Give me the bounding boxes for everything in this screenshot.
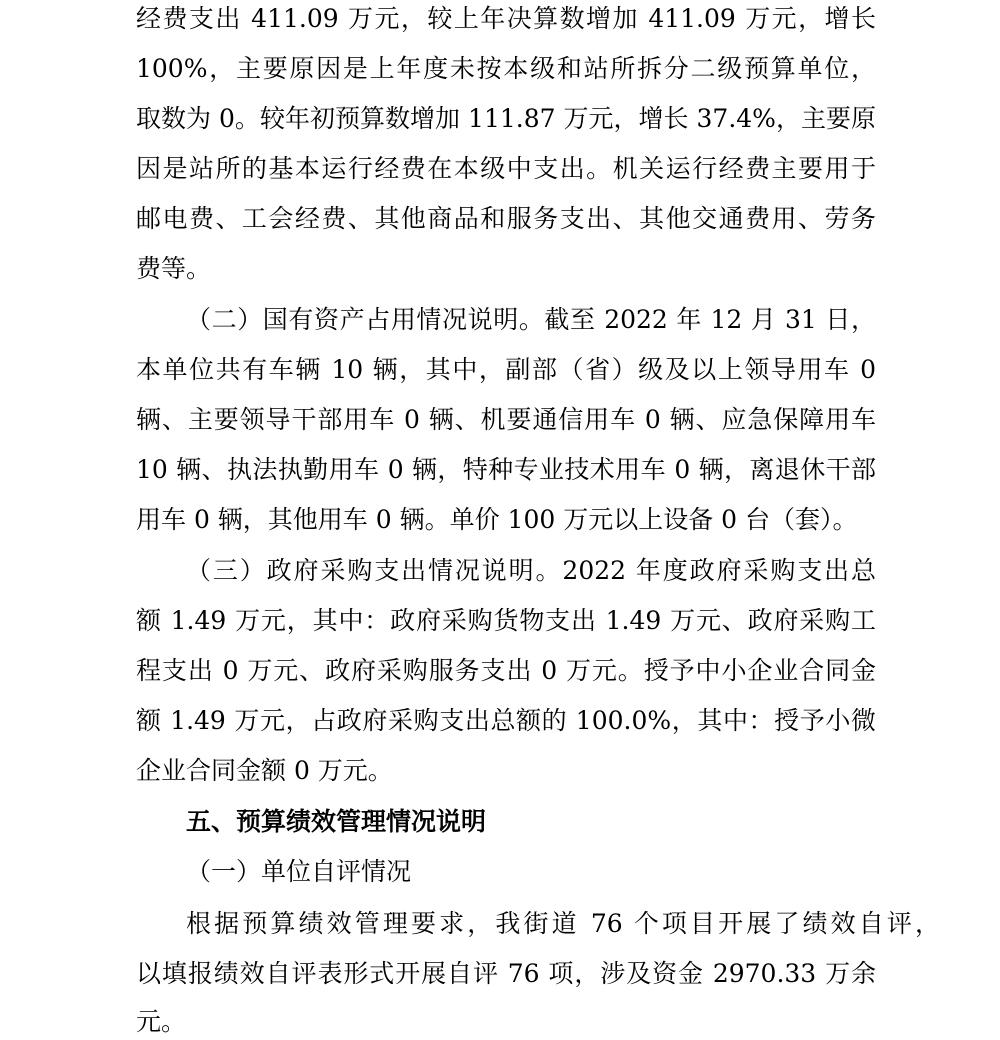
text-line: 用车 0 辆，其他用车 0 辆。单价 100 万元以上设备 0 台（套）。 (136, 505, 858, 534)
section-heading: 五、预算绩效管理情况说明 (186, 807, 487, 836)
text-line: 邮电费、工会经费、其他商品和服务支出、其他交通费用、劳务 (136, 204, 876, 233)
text-line: 本单位共有车辆 10 辆，其中，副部（省）级及以上领导用车 0 (136, 355, 876, 384)
text-line: 额 1.49 万元，其中：政府采购货物支出 1.49 万元、政府采购工 (136, 606, 876, 635)
text-line: 元。 (136, 1007, 187, 1036)
text-line: 费等。 (136, 254, 212, 283)
text-line: 100%，主要原因是上年度未按本级和站所拆分二级预算单位， (136, 54, 876, 83)
subsection-heading: （一）单位自评情况 (186, 857, 412, 886)
text-line: （二）国有资产占用情况说明。截至 2022 年 12 月 31 日， (186, 305, 876, 334)
text-line: 取数为 0。较年初预算数增加 111.87 万元，增长 37.4%，主要原 (136, 104, 876, 133)
text-line: 因是站所的基本运行经费在本级中支出。机关运行经费主要用于 (136, 154, 876, 183)
text-line: 额 1.49 万元，占政府采购支出总额的 100.0%，其中：授予小微 (136, 706, 876, 735)
text-line: 以填报绩效自评表形式开展自评 76 项，涉及资金 2970.33 万余 (136, 959, 876, 988)
text-line: 根据预算绩效管理要求，我街道 76 个项目开展了绩效自评， (186, 909, 940, 938)
text-line: （三）政府采购支出情况说明。2022 年度政府采购支出总 (186, 556, 876, 585)
text-line: 辆、主要领导干部用车 0 辆、机要通信用车 0 辆、应急保障用车 (136, 405, 876, 434)
text-line: 经费支出 411.09 万元，较上年决算数增加 411.09 万元，增长 (136, 4, 876, 33)
text-line: 程支出 0 万元、政府采购服务支出 0 万元。授予中小企业合同金 (136, 656, 876, 685)
text-line: 10 辆、执法执勤用车 0 辆，特种专业技术用车 0 辆，离退休干部 (136, 455, 876, 484)
text-line: 企业合同金额 0 万元。 (136, 756, 393, 785)
